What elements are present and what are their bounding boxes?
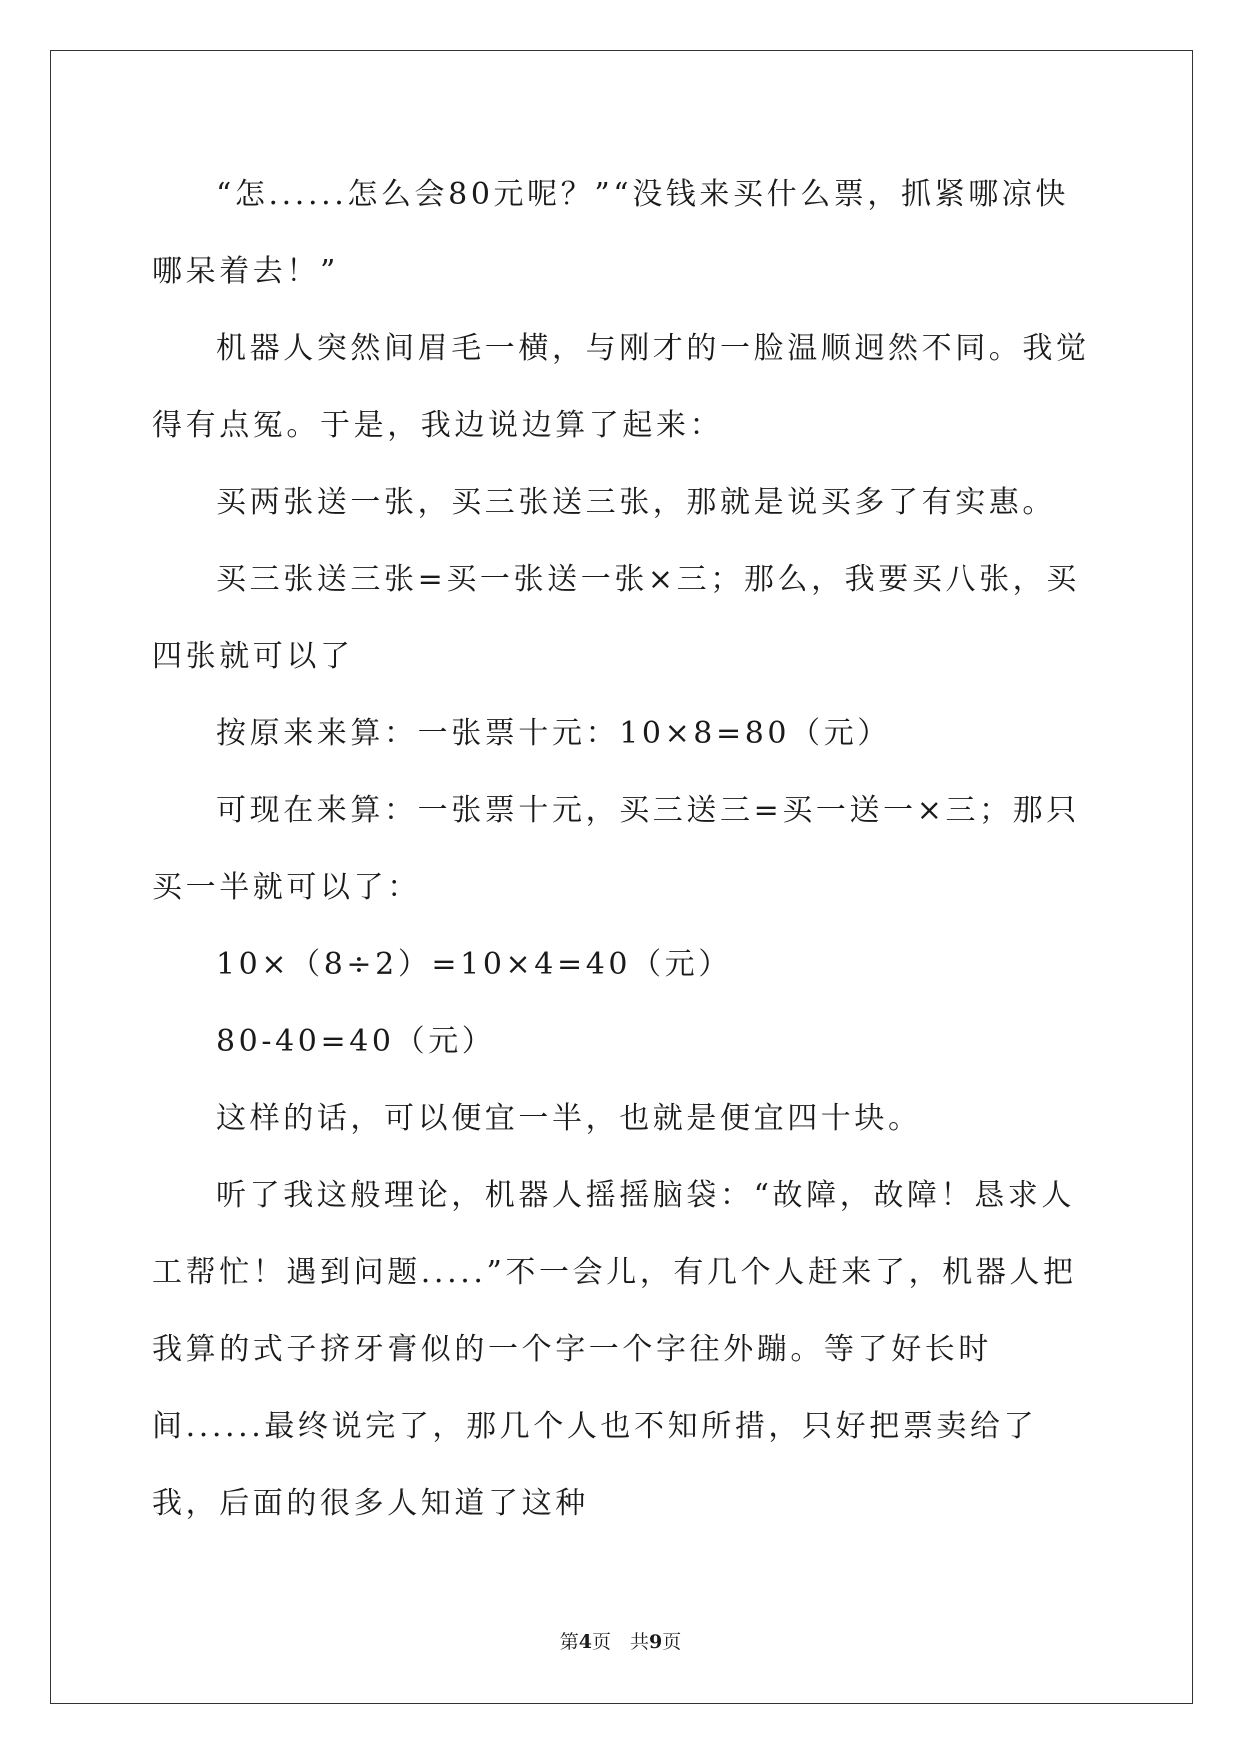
total-pages-number: 9 [649,1631,663,1653]
paragraph: 这样的话，可以便宜一半，也就是便宜四十块。 [216,1101,922,1136]
paragraph: 买两张送一张，买三张送三张，那就是说买多了有实惠。 [216,485,1056,520]
paragraph: 可现在来算：一张票十元，买三送三=买一送一×三；那只买一半就可以了： [152,793,1080,905]
paragraph: 10×（8÷2）=10×4=40（元） [216,947,732,982]
paragraph: “怎......怎么会80元呢？”“没钱来买什么票，抓紧哪凉快哪呆着去！” [152,177,1070,289]
document-body [152,156,1092,1542]
paragraph: 买三张送三张=买一张送一张×三；那么，我要买八张，买四张就可以了 [152,562,1080,674]
paragraph: 机器人突然间眉毛一横，与刚才的一脸温顺迥然不同。我觉得有点冤。于是，我边说边算了起来： [152,331,1090,443]
page-footer [0,1627,1241,1654]
paragraph: 按原来来算：一张票十元：10×8=80（元） [216,716,891,751]
footer-suffix: 页 [662,1631,682,1653]
current-page-number: 4 [578,1631,592,1653]
footer-middle: 页 共 [591,1631,649,1653]
paragraph: 听了我这般理论，机器人摇摇脑袋：“故障，故障！恳求人工帮忙！遇到问题.....”不一会儿，有几个人赶来了，机器人把我算的式子挤牙膏似的一个字一个字往外蹦。等了好长时间......最终说完了，那几个人也不知所措，只好把票卖给了我，后面的很多人知道了这种 [152,1178,1077,1521]
paragraph: 80-40=40（元） [216,1024,496,1059]
footer-prefix: 第 [559,1631,579,1653]
